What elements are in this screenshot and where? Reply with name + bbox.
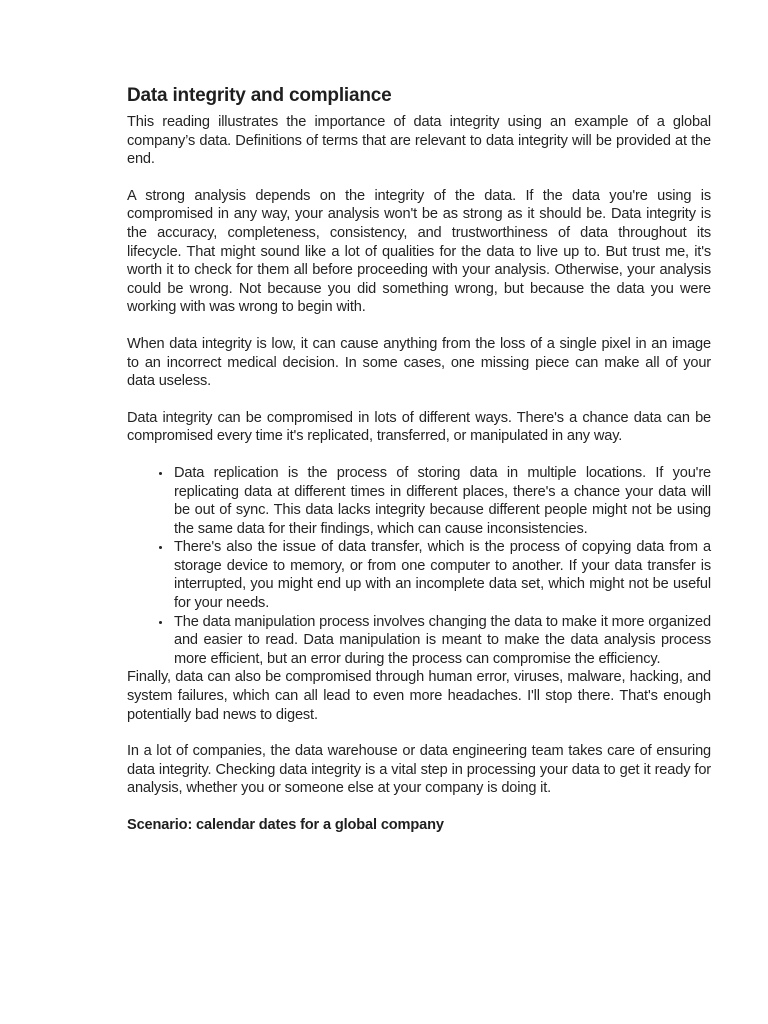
paragraph-compromised-ways: Data integrity can be compromised in lots of different ways. There's a chance data can be compromised every time it's replicated, transferred, or manipulated in any way. bbox=[127, 409, 711, 445]
page-title: Data integrity and compliance bbox=[127, 85, 392, 106]
bullet-item-transfer: • There's also the issue of data transfer, which is the process of copying data from a storage device to memory, or from one computer to another. If your data transfer is interrupted, you might end up with an incomplete data set, which might not be useful for your needs. bbox=[172, 538, 711, 612]
bullet-item-replication: • Data replication is the process of storing data in multiple locations. If you're replicating data at different times in different places, there's a chance your data will be out of sync. This data lacks integrity because different people might not be using the same data for their findings, which can cause inconsistencies. bbox=[172, 464, 711, 538]
bullet-list bbox=[127, 464, 711, 669]
paragraph-finally: Finally, data can also be compromised through human error, viruses, malware, hacking, and system failures, which can all lead to even more headaches. I'll stop there. That's enough potentially bad news to digest. bbox=[127, 669, 711, 723]
bullet-item-manipulation: • The data manipulation process involves changing the data to make it more organized and easier to read. Data manipulation is meant to make the data analysis process more efficient, but an error during the process can compromise the efficiency. bbox=[172, 613, 711, 669]
section-heading-scenario: Scenario: calendar dates for a global company bbox=[127, 817, 444, 833]
paragraph-low-integrity: When data integrity is low, it can cause anything from the loss of a single pixel in an image to an incorrect medical decision. In some cases, one missing piece can make all of your data useless. bbox=[127, 335, 711, 390]
paragraph-intro: This reading illustrates the importance of data integrity using an example of a global company’s data. Definitions of terms that are relevant to data integrity will be provided at the end. bbox=[127, 114, 711, 168]
paragraph-companies: In a lot of companies, the data warehouse or data engineering team takes care of ensuring data integrity. Checking data integrity is a vital step in processing your data to get it ready for analysis, whether you or someone else at your company is doing it. bbox=[127, 743, 711, 797]
document-content bbox=[127, 84, 711, 835]
paragraph-strong-analysis: A strong analysis depends on the integrity of the data. If the data you're using is compromised in any way, your analysis won't be as strong as it should be. Data integrity is the accuracy, completeness, consistency, and trustworthiness of data throughout its lifecycle. That might sound like a lot of qualities for the data to live up to. But trust me, it's worth it to check for them all before proceeding with your analysis. Otherwise, your analysis could be wrong. Not because you did something wrong, but because the data you were working with was wrong to begin with. bbox=[127, 187, 711, 316]
